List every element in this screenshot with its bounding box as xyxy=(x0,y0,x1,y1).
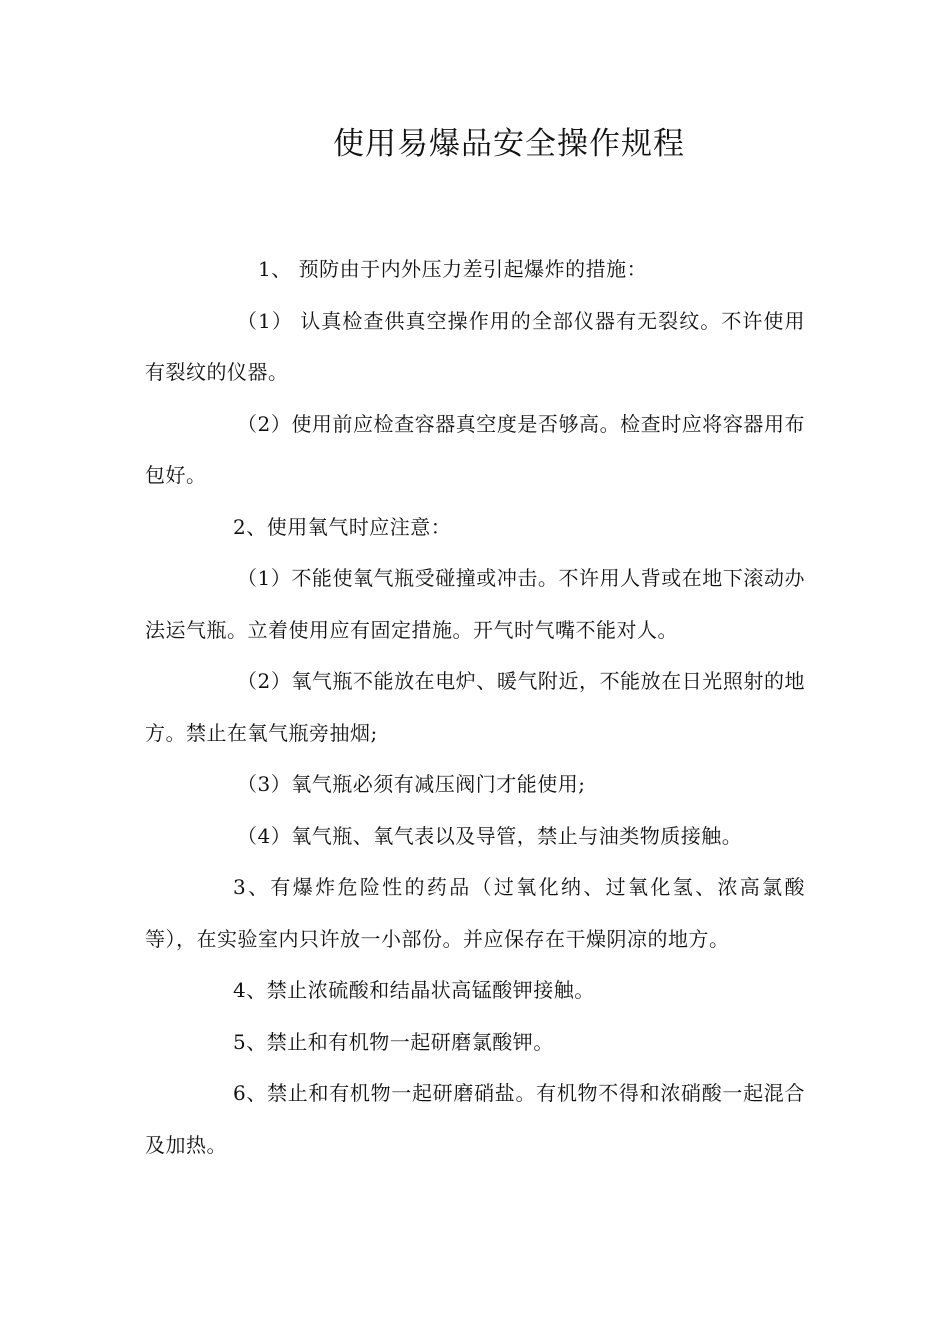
paragraph-2: 2、使用氧气时应注意： xyxy=(233,514,452,539)
paragraph-2-4: （4）氧气瓶、氧气表以及导管，禁止与油类物质接触。 xyxy=(237,823,743,848)
paragraph-1-1: （1） 认真检查供真空操作用的全部仪器有无裂纹。不许使用有裂纹的仪器。 xyxy=(145,308,805,384)
document-body xyxy=(145,244,805,1171)
paragraph-1: 1、 预防由于内外压力差引起爆炸的措施： xyxy=(258,257,648,281)
paragraph-2-1: （1）不能使氧气瓶受碰撞或冲击。不许用人背或在地下滚动办法运气瓶。立着使用应有固定措施。开气时气嘴不能对人。 xyxy=(145,566,805,642)
paragraph-1-2: （2）使用前应检查容器真空度是否够高。检查时应将容器用布包好。 xyxy=(145,411,805,487)
paragraph-4: 4、禁止浓硫酸和结晶状高锰酸钾接触。 xyxy=(233,978,595,1002)
document-title: 使用易爆品安全操作规程 xyxy=(333,126,685,162)
paragraph-6: 6、禁止和有机物一起研磨硝盐。有机物不得和浓硝酸一起混合及加热。 xyxy=(145,1081,805,1157)
paragraph-2-2: （2）氧气瓶不能放在电炉、暖气附近，不能放在日光照射的地方。禁止在氧气瓶旁抽烟; xyxy=(145,669,805,745)
paragraph-5: 5、禁止和有机物一起研磨氯酸钾。 xyxy=(233,1029,554,1054)
paragraph-3: 3、有爆炸危险性的药品（过氧化纳、过氧化氢、浓高氯酸等），在实验室内只许放一小部份。并应保存在干燥阴凉的地方。 xyxy=(145,875,805,951)
paragraph-2-3: （3）氧气瓶必须有减压阀门才能使用; xyxy=(237,772,586,796)
